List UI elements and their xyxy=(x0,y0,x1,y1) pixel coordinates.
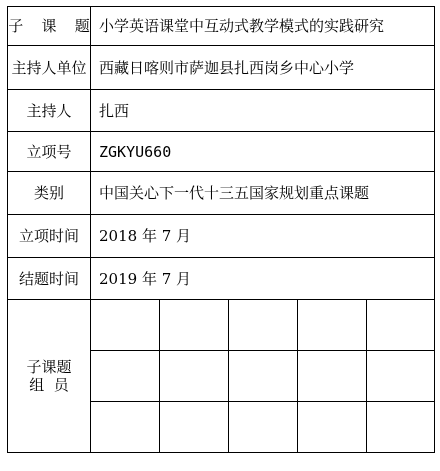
member-cell xyxy=(91,300,160,351)
topic-label-text: 子 课 题 xyxy=(8,17,97,35)
member-cell xyxy=(298,351,367,402)
start-time-value: 2018 年 7 月 xyxy=(91,215,435,258)
members-label xyxy=(8,300,91,453)
members-row-1 xyxy=(8,300,435,351)
member-cell xyxy=(160,351,229,402)
row-end-time xyxy=(8,258,435,300)
project-no-value: ZGKYU660 xyxy=(91,132,435,172)
row-unit xyxy=(8,46,435,90)
end-time-value: 2019 年 7 月 xyxy=(91,258,435,300)
host-label: 主持人 xyxy=(8,90,91,132)
unit-label: 主持人单位 xyxy=(8,46,91,90)
member-cell xyxy=(367,351,435,402)
topic-value: 小学英语课堂中互动式教学模式的实践研究 xyxy=(91,7,435,46)
category-value: 中国关心下一代十三五国家规划重点课题 xyxy=(91,172,435,215)
member-cell xyxy=(367,402,435,453)
unit-value: 西藏日喀则市萨迦县扎西岗乡中心小学 xyxy=(91,46,435,90)
member-cell xyxy=(91,402,160,453)
member-cell xyxy=(160,300,229,351)
member-cell xyxy=(367,300,435,351)
member-cell xyxy=(229,402,298,453)
host-value: 扎西 xyxy=(91,90,435,132)
member-cell xyxy=(298,300,367,351)
row-topic xyxy=(8,7,435,46)
start-time-label: 立项时间 xyxy=(8,215,91,258)
end-time-label: 结题时间 xyxy=(8,258,91,300)
row-host xyxy=(8,90,435,132)
category-label: 类别 xyxy=(8,172,91,215)
member-cell xyxy=(91,351,160,402)
project-info-table xyxy=(7,6,435,453)
member-cell xyxy=(229,351,298,402)
row-category xyxy=(8,172,435,215)
topic-label xyxy=(8,7,97,46)
members-label-line2: 组 员 xyxy=(29,376,69,394)
row-project-no xyxy=(8,132,435,172)
member-cell xyxy=(160,402,229,453)
members-label-line1: 子课题 xyxy=(26,358,72,376)
member-cell xyxy=(298,402,367,453)
row-start-time xyxy=(8,215,435,258)
member-cell xyxy=(229,300,298,351)
project-no-label: 立项号 xyxy=(8,132,91,172)
